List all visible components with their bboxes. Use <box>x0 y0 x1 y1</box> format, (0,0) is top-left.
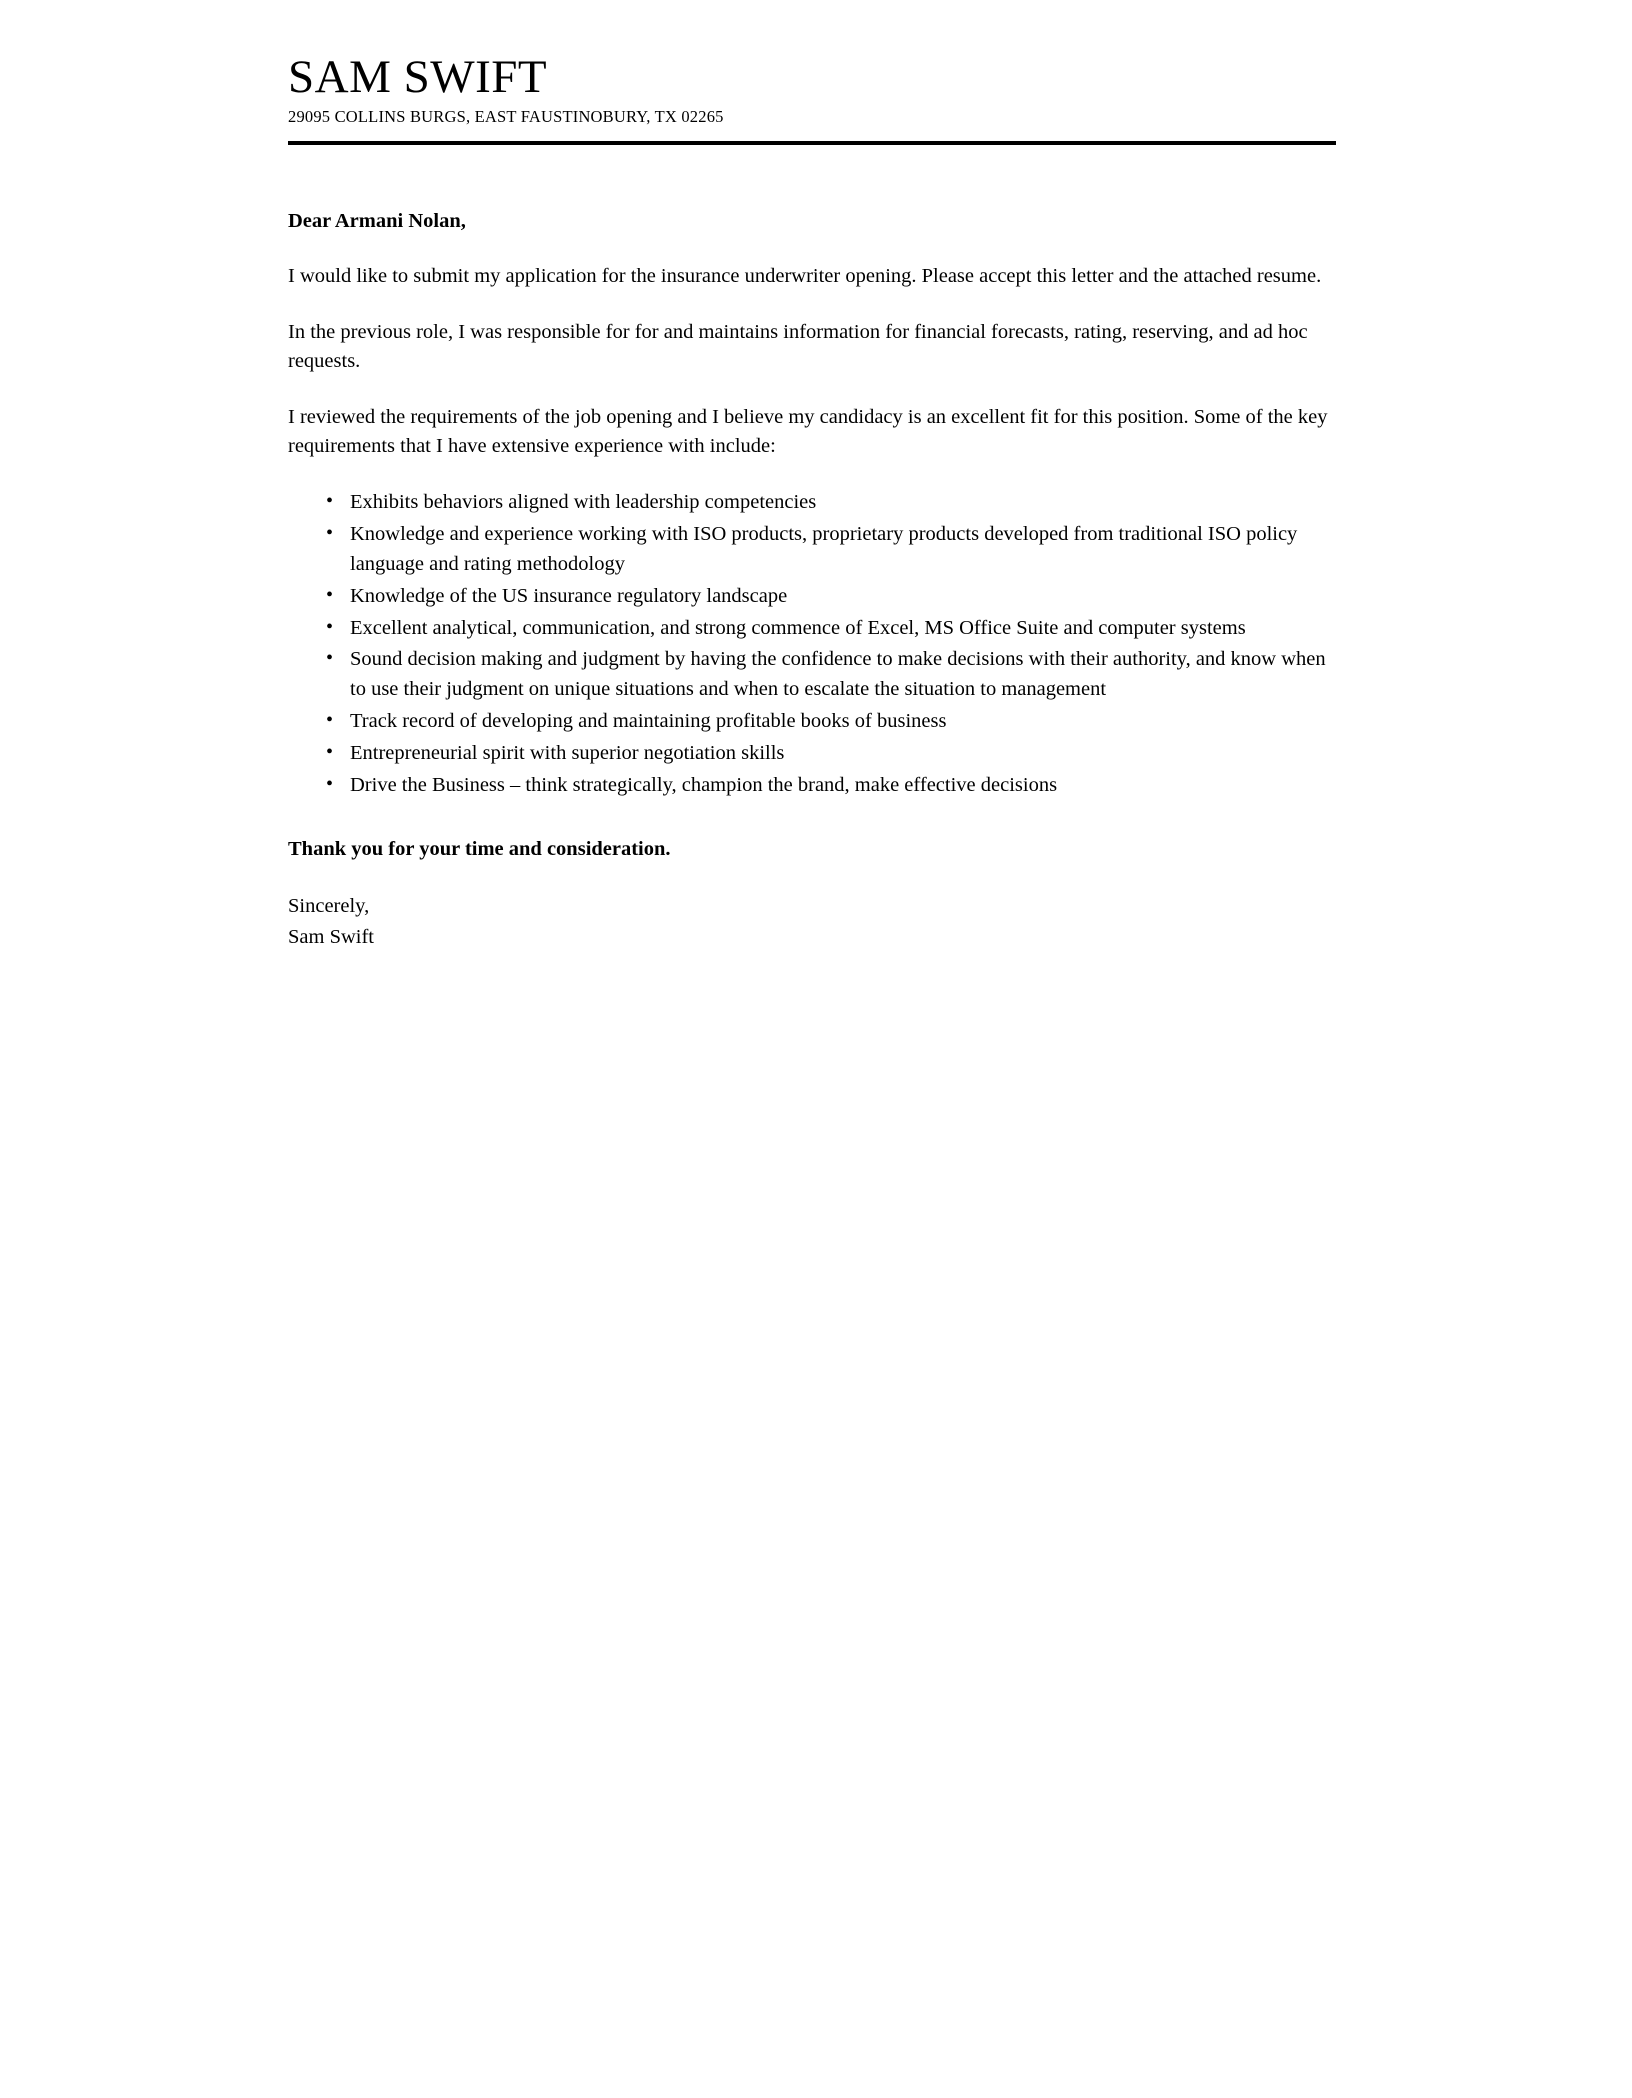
list-item: • Knowledge of the US insurance regulatory landscape <box>326 582 1336 612</box>
signoff-line: Sincerely, <box>288 894 370 917</box>
signature-name: Sam Swift <box>288 926 374 949</box>
cover-letter-page <box>200 0 1432 1584</box>
paragraph-requirements-intro: I reviewed the requirements of the job opening and I believe my candidacy is an excellent fit for this position. Some of the key requirements that I have extensive experience with include: <box>288 405 1328 458</box>
letter-body <box>288 145 1336 954</box>
applicant-address: 29095 COLLINS BURGS, EAST FAUSTINOBURY, TX 02265 <box>288 106 724 126</box>
list-item: • Entrepreneurial spirit with superior negotiation skills <box>326 739 1336 769</box>
list-item: • Sound decision making and judgment by having the confidence to make decisions with their authority, and know when to use their judgment on unique situations and when to escalate the situation to management <box>326 645 1336 705</box>
letterhead <box>288 44 1336 145</box>
paragraph-experience: In the previous role, I was responsible for for and maintains information for financial forecasts, rating, reserving, and ad hoc requests. <box>288 320 1308 373</box>
list-item: • Track record of developing and maintaining profitable books of business <box>326 707 1336 737</box>
list-item: • Drive the Business – think strategically, champion the brand, make effective decisions <box>326 771 1336 801</box>
list-item: • Exhibits behaviors aligned with leadership competencies <box>326 488 1336 518</box>
list-item: • Knowledge and experience working with ISO products, proprietary products developed from traditional ISO policy language and rating methodology <box>326 520 1336 580</box>
signoff-block <box>288 891 1336 955</box>
closing-thanks: Thank you for your time and consideration. <box>288 838 671 861</box>
salutation: Dear Armani Nolan, <box>288 209 466 232</box>
applicant-name: SAM SWIFT <box>288 51 548 103</box>
list-item: • Excellent analytical, communication, and strong commence of Excel, MS Office Suite and computer systems <box>326 614 1336 644</box>
requirements-list <box>288 488 1336 801</box>
paragraph-intro: I would like to submit my application for the insurance underwriter opening. Please accept this letter and the attached resume. <box>288 265 1322 288</box>
